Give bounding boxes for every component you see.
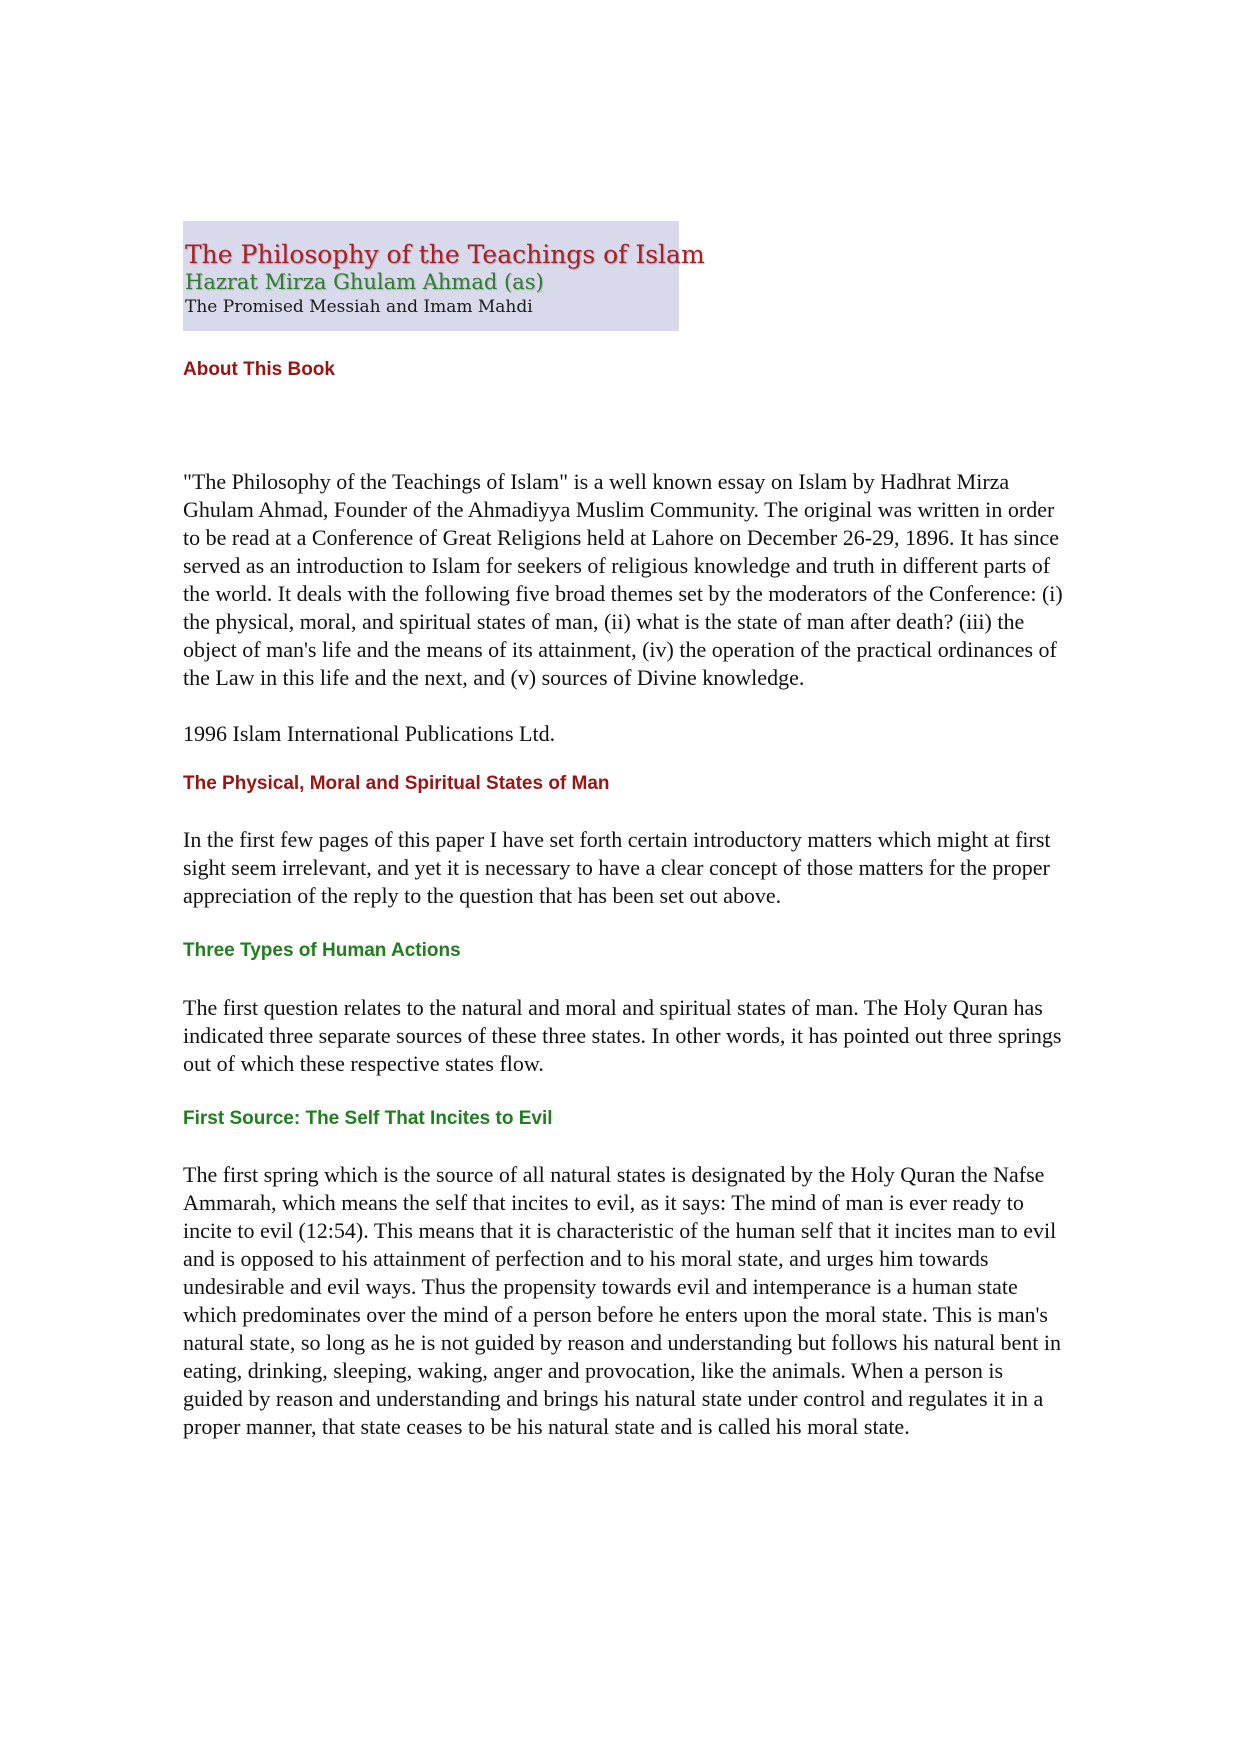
types-paragraph: The first question relates to the natural and moral and spiritual states of man. The Holy Quran has indicated three separate sources of these three states. In other words, it has pointed out three springs out of which these respective states flow. [183, 995, 1062, 1076]
about-heading: About This Book [183, 359, 335, 380]
states-heading: The Physical, Moral and Spiritual States of Man [183, 773, 610, 794]
document-page [183, 221, 1068, 1441]
intro-paragraph: "The Philosophy of the Teachings of Islam" is a well known essay on Islam by Hadhrat Mirza Ghulam Ahmad, Founder of the Ahmadiyya Muslim Community. The original was written in order to be read at a Conference of Great Religions held at Lahore on December 26-29, 1896. It has since served as an introduction to Islam for seekers of religious knowledge and truth in different parts of the world. It deals with the following five broad themes set by the moderators of the Conference: (i) the physical, moral, and spiritual states of man, (ii) what is the state of man after death? (iii) the object of man's life and the means of its attainment, (iv) the operation of the practical ordinances of the Law in this life and the next, and (v) sources of Divine knowledge. [183, 469, 1063, 690]
banner-subtitle: The Promised Messiah and Imam Mahdi [185, 297, 533, 317]
types-heading: Three Types of Human Actions [183, 940, 461, 961]
source-paragraph: The first spring which is the source of all natural states is designated by the Holy Quran the Nafse Ammarah, which means the self that incites to evil, as it says: The mind of man is ever ready to incite to evil (12:54). This means that it is characteristic of the human self that it incites man to evil and is opposed to his attainment of perfection and to his moral state, and urges him towards undesirable and evil ways. Thus the propensity towards evil and intemperance is a human state which predominates over the mind of a person before he enters upon the moral state. This is man's natural state, so long as he is not guided by reason and understanding but follows his natural bent in eating, drinking, sleeping, waking, anger and provocation, like the animals. When a person is guided by reason and understanding and brings his natural state under control and regulates it in a proper manner, that state ceases to be his natural state and is called his moral state. [183, 1162, 1062, 1439]
states-paragraph: In the first few pages of this paper I have set forth certain introductory matters which might at first sight seem irrelevant, and yet it is necessary to have a clear concept of those matters for the proper appreciation of the reply to the question that has been set out above. [183, 827, 1051, 908]
source-heading: First Source: The Self That Incites to Evil [183, 1108, 553, 1129]
banner-author: Hazrat Mirza Ghulam Ahmad (as) [185, 270, 544, 294]
publisher-line: 1996 Islam International Publications Ltd. [183, 721, 556, 746]
banner-title: The Philosophy of the Teachings of Islam [185, 240, 705, 269]
title-banner [183, 221, 705, 331]
